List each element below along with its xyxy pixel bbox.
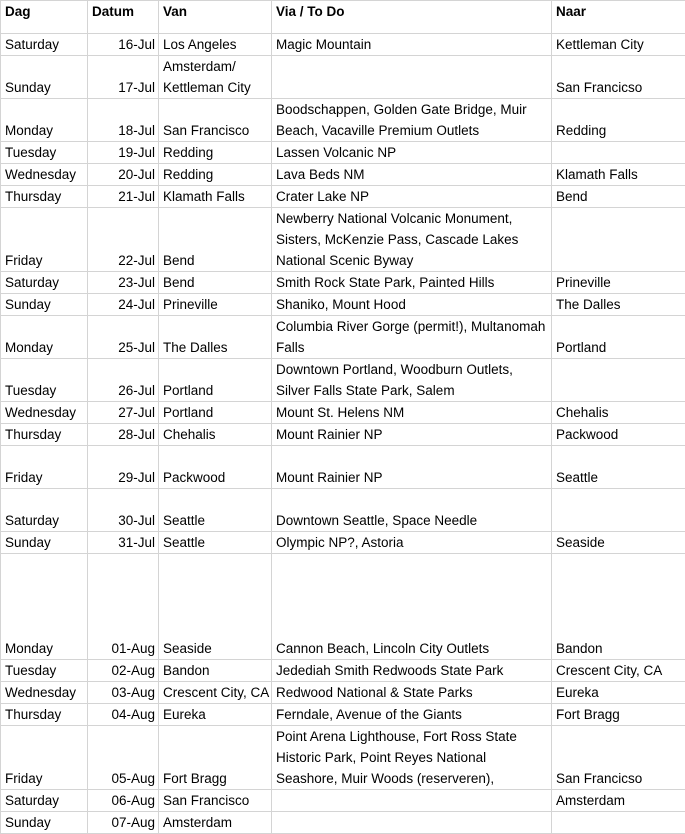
header-van[interactable]: Van: [159, 1, 272, 34]
cell-dag[interactable]: Sunday: [1, 56, 88, 99]
cell-naar[interactable]: [552, 359, 685, 402]
cell-datum[interactable]: 04-Aug: [88, 704, 159, 726]
table-row: [1, 56, 685, 99]
cell-via[interactable]: Cannon Beach, Lincoln City Outlets: [272, 554, 552, 660]
cell-datum[interactable]: 03-Aug: [88, 682, 159, 704]
header-datum[interactable]: Datum: [88, 1, 159, 34]
cell-naar[interactable]: Prineville: [552, 272, 685, 294]
header-row: [1, 1, 685, 34]
header-naar[interactable]: Naar: [552, 1, 685, 34]
cell-van[interactable]: Bandon: [159, 660, 272, 682]
cell-datum[interactable]: 28-Jul: [88, 424, 159, 446]
cell-datum[interactable]: 30-Jul: [88, 489, 159, 532]
cell-dag[interactable]: Monday: [1, 554, 88, 660]
cell-datum[interactable]: 19-Jul: [88, 142, 159, 164]
cell-via[interactable]: Lava Beds NM: [272, 164, 552, 186]
cell-naar[interactable]: Amsterdam: [552, 790, 685, 812]
cell-naar[interactable]: Seattle: [552, 446, 685, 489]
cell-van[interactable]: Bend: [159, 208, 272, 272]
cell-dag[interactable]: Saturday: [1, 272, 88, 294]
cell-dag[interactable]: Saturday: [1, 489, 88, 532]
cell-dag[interactable]: Wednesday: [1, 402, 88, 424]
cell-datum[interactable]: 25-Jul: [88, 316, 159, 359]
cell-dag[interactable]: Wednesday: [1, 164, 88, 186]
table-row: [1, 554, 685, 660]
cell-naar[interactable]: Klamath Falls: [552, 164, 685, 186]
cell-dag[interactable]: Wednesday: [1, 682, 88, 704]
table-row: [1, 489, 685, 532]
cell-van[interactable]: Portland: [159, 402, 272, 424]
cell-van[interactable]: The Dalles: [159, 316, 272, 359]
cell-dag[interactable]: Friday: [1, 208, 88, 272]
cell-datum[interactable]: 06-Aug: [88, 790, 159, 812]
cell-dag[interactable]: Monday: [1, 99, 88, 142]
cell-datum[interactable]: 29-Jul: [88, 446, 159, 489]
cell-dag[interactable]: Sunday: [1, 532, 88, 554]
table-row: [1, 316, 685, 359]
cell-van[interactable]: Chehalis: [159, 424, 272, 446]
cell-naar[interactable]: Eureka: [552, 682, 685, 704]
cell-van[interactable]: Packwood: [159, 446, 272, 489]
cell-datum[interactable]: 17-Jul: [88, 56, 159, 99]
cell-van[interactable]: Eureka: [159, 704, 272, 726]
cell-via[interactable]: Mount Rainier NP: [272, 424, 552, 446]
cell-van[interactable]: Crescent City, CA: [159, 682, 272, 704]
cell-datum[interactable]: 20-Jul: [88, 164, 159, 186]
cell-via[interactable]: Lassen Volcanic NP: [272, 142, 552, 164]
cell-naar[interactable]: San Francicso: [552, 56, 685, 99]
cell-van[interactable]: Los Angeles: [159, 34, 272, 56]
table-row: [1, 812, 685, 834]
cell-datum[interactable]: 02-Aug: [88, 660, 159, 682]
cell-datum[interactable]: 26-Jul: [88, 359, 159, 402]
cell-van[interactable]: Redding: [159, 164, 272, 186]
cell-naar[interactable]: Kettleman City: [552, 34, 685, 56]
cell-dag[interactable]: Tuesday: [1, 142, 88, 164]
cell-naar[interactable]: Redding: [552, 99, 685, 142]
cell-dag[interactable]: Thursday: [1, 186, 88, 208]
cell-van[interactable]: Seaside: [159, 554, 272, 660]
cell-dag[interactable]: Tuesday: [1, 660, 88, 682]
cell-datum[interactable]: 16-Jul: [88, 34, 159, 56]
cell-datum[interactable]: 01-Aug: [88, 554, 159, 660]
header-dag[interactable]: Dag: [1, 1, 88, 34]
cell-datum[interactable]: 05-Aug: [88, 726, 159, 790]
table-row: [1, 446, 685, 489]
cell-van[interactable]: Redding: [159, 142, 272, 164]
cell-dag[interactable]: Friday: [1, 446, 88, 489]
cell-via[interactable]: Redwood National & State Parks: [272, 682, 552, 704]
cell-via[interactable]: Shaniko, Mount Hood: [272, 294, 552, 316]
cell-dag[interactable]: Tuesday: [1, 359, 88, 402]
cell-via[interactable]: Smith Rock State Park, Painted Hills: [272, 272, 552, 294]
cell-datum[interactable]: 18-Jul: [88, 99, 159, 142]
cell-dag[interactable]: Sunday: [1, 294, 88, 316]
table-row: [1, 99, 685, 142]
table-row: [1, 294, 685, 316]
cell-van[interactable]: Prineville: [159, 294, 272, 316]
cell-via[interactable]: Crater Lake NP: [272, 186, 552, 208]
cell-datum[interactable]: 07-Aug: [88, 812, 159, 834]
cell-datum[interactable]: 27-Jul: [88, 402, 159, 424]
table-row: [1, 682, 685, 704]
cell-dag[interactable]: Saturday: [1, 34, 88, 56]
cell-via[interactable]: Olympic NP?, Astoria: [272, 532, 552, 554]
cell-via[interactable]: Boodschappen, Golden Gate Bridge, Muir Beach, Vacaville Premium Outlets: [272, 99, 552, 142]
cell-naar[interactable]: Crescent City, CA: [552, 660, 685, 682]
cell-via[interactable]: Mount St. Helens NM: [272, 402, 552, 424]
cell-van[interactable]: Amsterdam/ Kettleman City: [159, 56, 272, 99]
cell-naar[interactable]: Fort Bragg: [552, 704, 685, 726]
cell-van[interactable]: Amsterdam: [159, 812, 272, 834]
table-row: [1, 532, 685, 554]
cell-via[interactable]: Jedediah Smith Redwoods State Park: [272, 660, 552, 682]
cell-van[interactable]: Portland: [159, 359, 272, 402]
cell-van[interactable]: Bend: [159, 272, 272, 294]
cell-via[interactable]: [272, 812, 552, 834]
cell-dag[interactable]: Friday: [1, 726, 88, 790]
cell-via[interactable]: [272, 790, 552, 812]
cell-datum[interactable]: 24-Jul: [88, 294, 159, 316]
header-via[interactable]: Via / To Do: [272, 1, 552, 34]
cell-via[interactable]: Mount Rainier NP: [272, 446, 552, 489]
cell-datum[interactable]: 23-Jul: [88, 272, 159, 294]
cell-naar[interactable]: [552, 142, 685, 164]
cell-dag[interactable]: Saturday: [1, 790, 88, 812]
table-row: [1, 660, 685, 682]
cell-via[interactable]: Columbia River Gorge (permit!), Multanomah Falls: [272, 316, 552, 359]
cell-via[interactable]: [272, 56, 552, 99]
table-row: [1, 186, 685, 208]
cell-datum[interactable]: 22-Jul: [88, 208, 159, 272]
cell-via[interactable]: Point Arena Lighthouse, Fort Ross State Historic Park, Point Reyes National Seashore, Muir Woods (reserveren),: [272, 726, 552, 790]
cell-naar[interactable]: [552, 208, 685, 272]
table-row: [1, 359, 685, 402]
table-row: [1, 402, 685, 424]
table-row: [1, 790, 685, 812]
cell-dag[interactable]: Thursday: [1, 704, 88, 726]
cell-van[interactable]: Fort Bragg: [159, 726, 272, 790]
cell-van[interactable]: San Francisco: [159, 99, 272, 142]
cell-naar[interactable]: Bandon: [552, 554, 685, 660]
table-row: [1, 164, 685, 186]
cell-naar[interactable]: The Dalles: [552, 294, 685, 316]
cell-naar[interactable]: Packwood: [552, 424, 685, 446]
cell-dag[interactable]: Thursday: [1, 424, 88, 446]
cell-dag[interactable]: Monday: [1, 316, 88, 359]
cell-dag[interactable]: Sunday: [1, 812, 88, 834]
cell-van[interactable]: Seattle: [159, 532, 272, 554]
table-row: [1, 34, 685, 56]
cell-naar[interactable]: Portland: [552, 316, 685, 359]
cell-naar[interactable]: Chehalis: [552, 402, 685, 424]
cell-datum[interactable]: 21-Jul: [88, 186, 159, 208]
cell-van[interactable]: Klamath Falls: [159, 186, 272, 208]
cell-via[interactable]: Newberry National Volcanic Monument, Sisters, McKenzie Pass, Cascade Lakes National Scenic Byway: [272, 208, 552, 272]
table-row: [1, 208, 685, 272]
cell-naar[interactable]: [552, 489, 685, 532]
table-row: [1, 726, 685, 790]
cell-via[interactable]: Ferndale, Avenue of the Giants: [272, 704, 552, 726]
table-row: [1, 704, 685, 726]
table-row: [1, 424, 685, 446]
cell-via[interactable]: Magic Mountain: [272, 34, 552, 56]
cell-via[interactable]: Downtown Seattle, Space Needle: [272, 489, 552, 532]
table-row: [1, 272, 685, 294]
cell-naar[interactable]: [552, 812, 685, 834]
cell-naar[interactable]: San Francicso: [552, 726, 685, 790]
cell-naar[interactable]: Bend: [552, 186, 685, 208]
cell-naar[interactable]: Seaside: [552, 532, 685, 554]
cell-van[interactable]: San Francisco: [159, 790, 272, 812]
cell-datum[interactable]: 31-Jul: [88, 532, 159, 554]
table-row: [1, 142, 685, 164]
cell-van[interactable]: Seattle: [159, 489, 272, 532]
cell-via[interactable]: Downtown Portland, Woodburn Outlets, Silver Falls State Park, Salem: [272, 359, 552, 402]
